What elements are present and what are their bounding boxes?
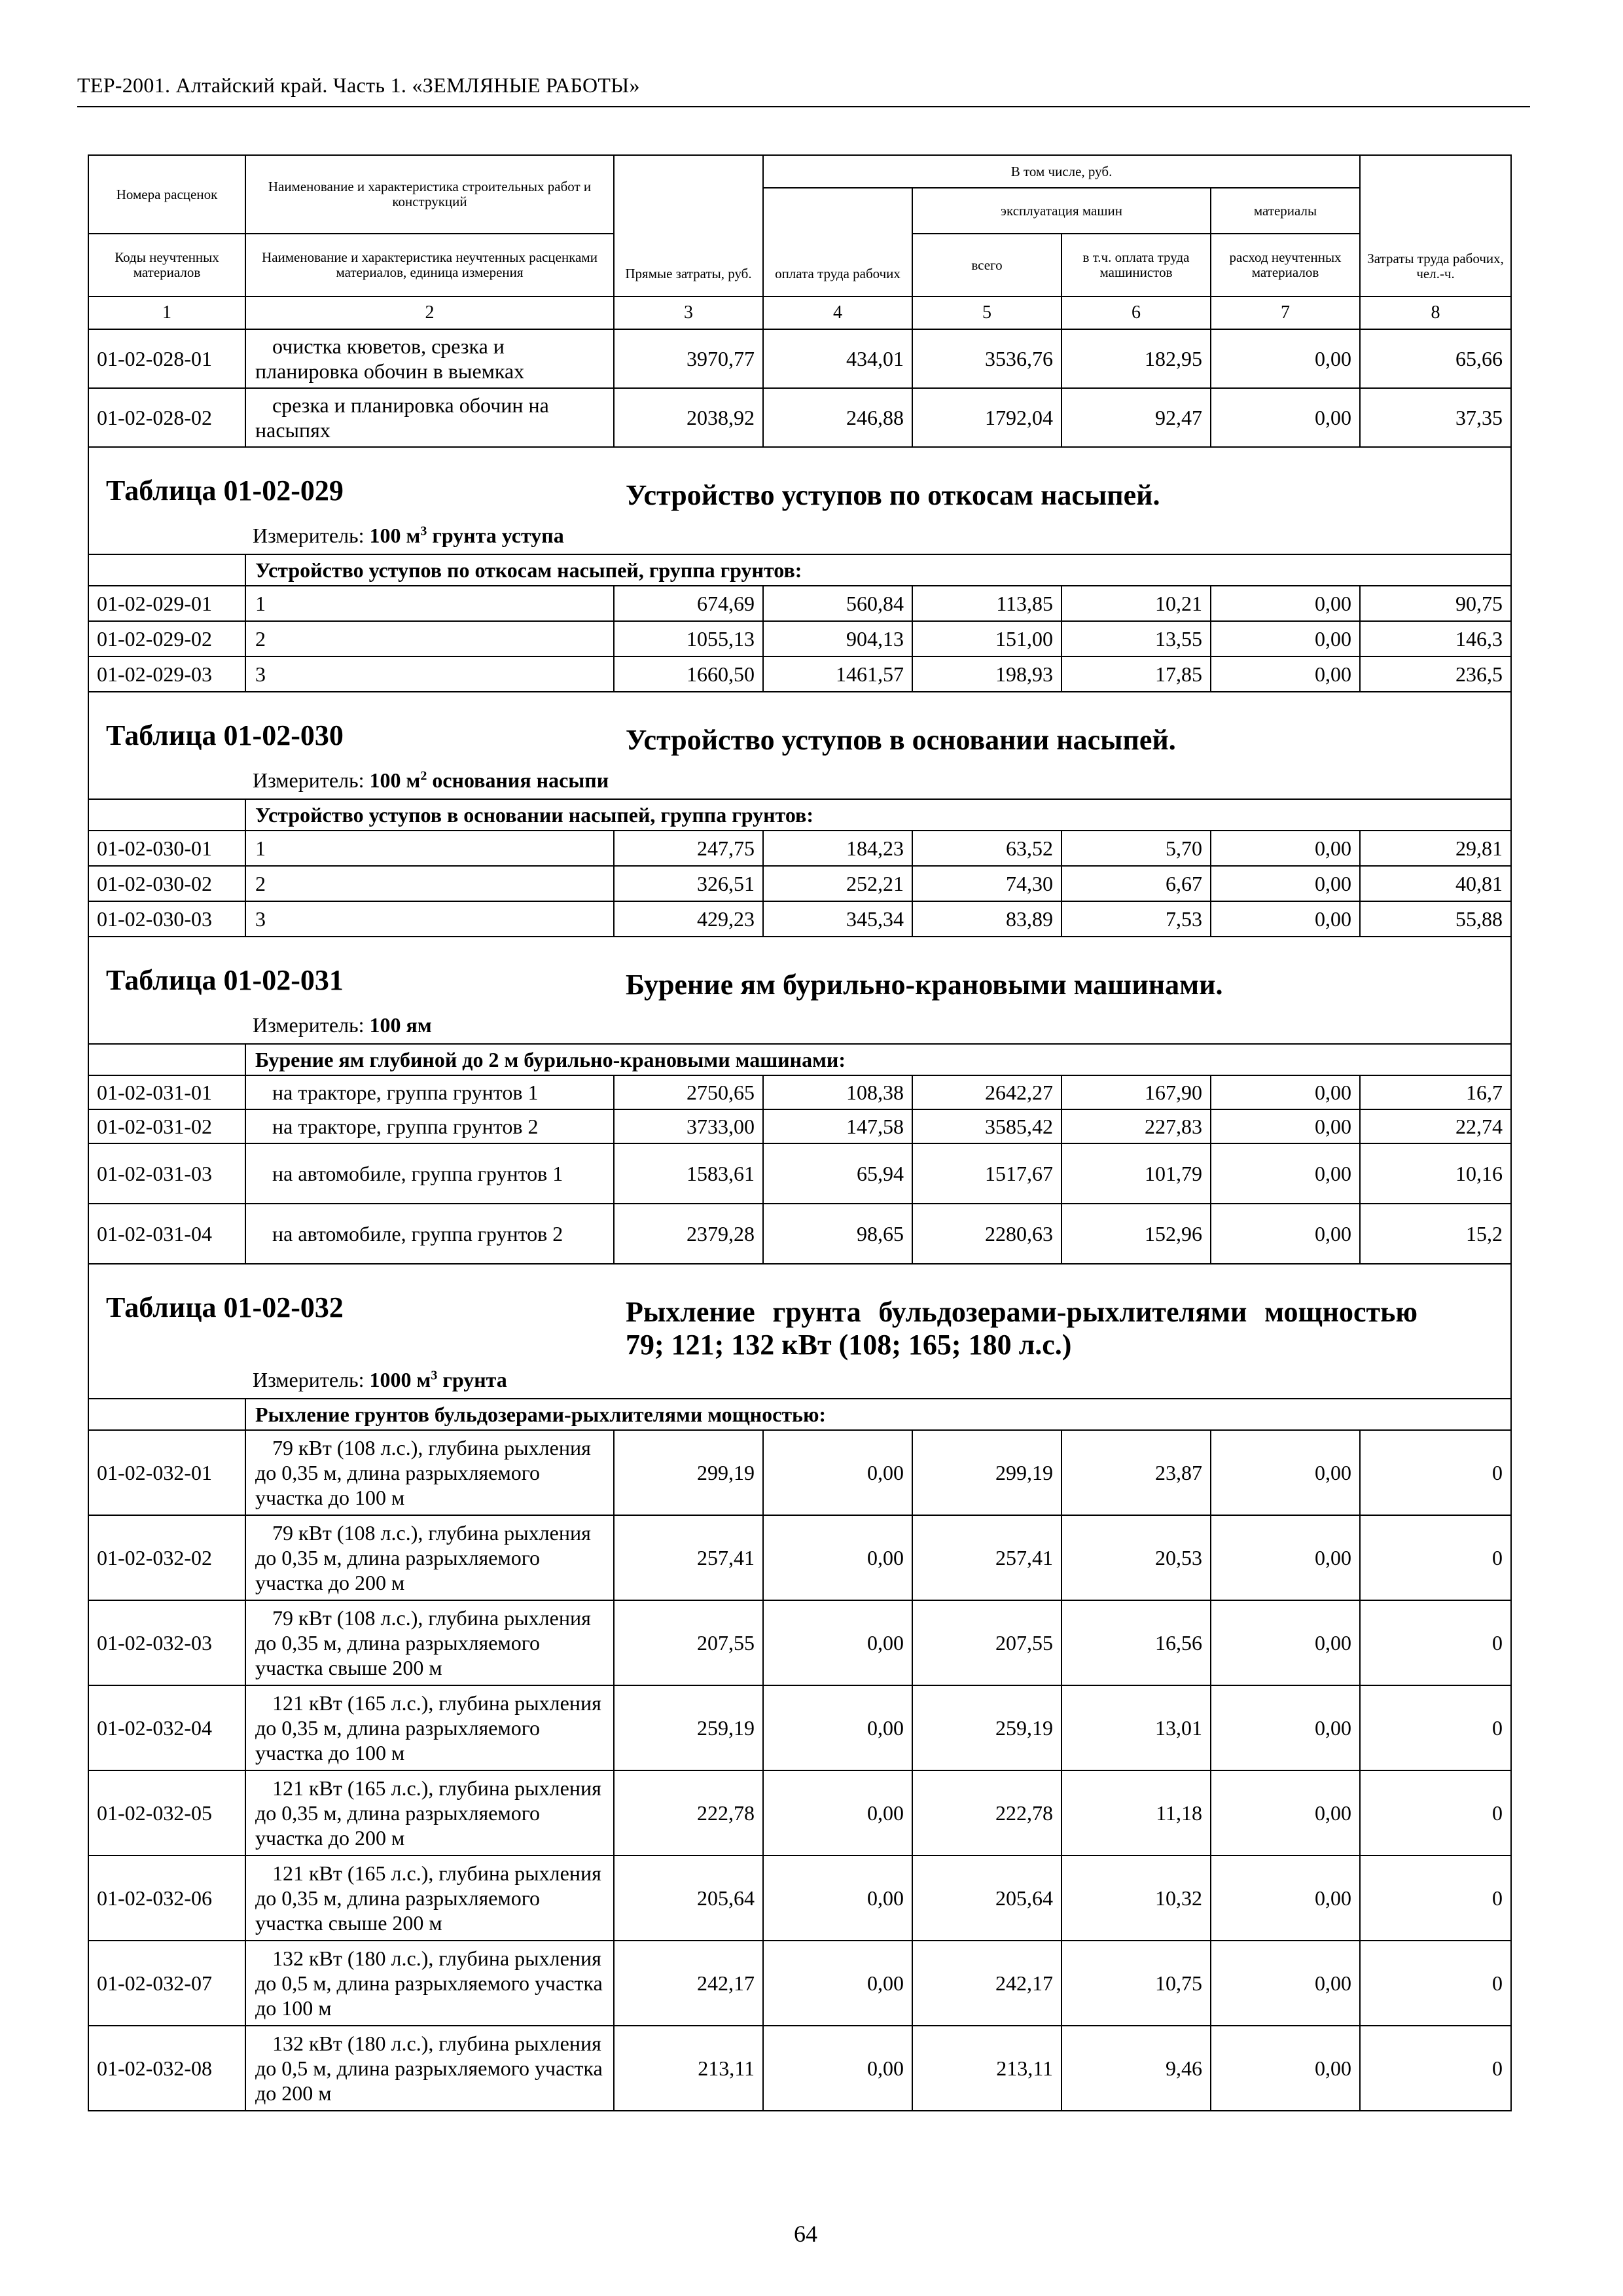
- labor: 0: [1360, 1856, 1511, 1941]
- table-row: [88, 1075, 1511, 1109]
- machines-total: 1792,04: [912, 388, 1061, 447]
- materials: 0,00: [1211, 1075, 1360, 1109]
- machines-wages: 10,32: [1061, 1856, 1211, 1941]
- table-row: [88, 621, 1511, 656]
- machines-total: 2280,63: [912, 1204, 1061, 1264]
- materials: 0,00: [1211, 1600, 1360, 1685]
- labor: 40,81: [1360, 866, 1511, 901]
- section-row: [88, 554, 1511, 586]
- materials: 0,00: [1211, 1941, 1360, 2026]
- wages: 434,01: [763, 329, 912, 388]
- materials: 0,00: [1211, 831, 1360, 866]
- direct-cost: 326,51: [614, 866, 763, 901]
- section-row: [88, 1044, 1511, 1075]
- col-machines-wages: в т.ч. оплата труда машинистов: [1061, 234, 1211, 296]
- wages: 345,34: [763, 901, 912, 937]
- table-number: Таблица 01-02-029: [106, 475, 344, 507]
- rate-name: на тракторе, группа грунтов 1: [245, 1075, 614, 1109]
- materials: 0,00: [1211, 621, 1360, 656]
- machines-total: 205,64: [912, 1856, 1061, 1941]
- measure: Измеритель: 100 $м^2$ основания насыпи: [253, 768, 609, 792]
- rate-name: 79 кВт (108 л.с.), глубина рыхления до 0,35 м, длина разрыхляемого участка свыше 200 м: [245, 1600, 614, 1685]
- col-num: 5: [912, 296, 1061, 329]
- table-029-body: [88, 586, 1511, 692]
- machines-total: 1517,67: [912, 1143, 1061, 1204]
- column-numbers: [88, 296, 1511, 329]
- labor: 15,2: [1360, 1204, 1511, 1264]
- rate-name: 2: [245, 621, 614, 656]
- rate-code: 01-02-032-04: [88, 1685, 245, 1770]
- table-row: [88, 831, 1511, 866]
- rate-code: 01-02-032-03: [88, 1600, 245, 1685]
- table-row: [88, 1770, 1511, 1856]
- machines-wages: 101,79: [1061, 1143, 1211, 1204]
- table-number: Таблица 01-02-030: [106, 719, 344, 751]
- col-labor: Затраты труда рабочих, чел.-ч.: [1360, 155, 1511, 296]
- machines-total: 3585,42: [912, 1109, 1061, 1143]
- col-num: 7: [1211, 296, 1360, 329]
- wages: 0,00: [763, 1856, 912, 1941]
- wages: 252,21: [763, 866, 912, 901]
- header-rule: [77, 106, 1530, 107]
- labor: 0: [1360, 1770, 1511, 1856]
- materials: 0,00: [1211, 656, 1360, 692]
- col-name-bottom: Наименование и характеристика неучтенных расценками материалов, единица измерения: [245, 234, 614, 296]
- machines-wages: 9,46: [1061, 2026, 1211, 2111]
- labor: 90,75: [1360, 586, 1511, 621]
- materials: 0,00: [1211, 1109, 1360, 1143]
- wages: 1461,57: [763, 656, 912, 692]
- materials: 0,00: [1211, 1204, 1360, 1264]
- machines-wages: 10,21: [1061, 586, 1211, 621]
- machines-total: 74,30: [912, 866, 1061, 901]
- rate-code: 01-02-028-02: [88, 388, 245, 447]
- table-row: [88, 1430, 1511, 1515]
- materials: 0,00: [1211, 1685, 1360, 1770]
- machines-total: 242,17: [912, 1941, 1061, 2026]
- table-032-body: [88, 1430, 1511, 2111]
- machines-total: 2642,27: [912, 1075, 1061, 1109]
- col-machines-total: всего: [912, 234, 1061, 296]
- machines-wages: 182,95: [1061, 329, 1211, 388]
- machines-wages: 152,96: [1061, 1204, 1211, 1264]
- table-row: [88, 1941, 1511, 2026]
- table-title: Бурение ям бурильно-крановыми машинами.: [626, 969, 1223, 1001]
- col-materials-sub: расход неучтенных материалов: [1211, 234, 1360, 296]
- rate-name: 79 кВт (108 л.с.), глубина рыхления до 0,35 м, длина разрыхляемого участка до 100 м: [245, 1430, 614, 1515]
- labor: 16,7: [1360, 1075, 1511, 1109]
- table-title: Устройство уступов по откосам насыпей.: [626, 479, 1160, 511]
- direct-cost: 1660,50: [614, 656, 763, 692]
- wages: 65,94: [763, 1143, 912, 1204]
- machines-wages: 167,90: [1061, 1075, 1211, 1109]
- table-row: [88, 1143, 1511, 1204]
- direct-cost: 259,19: [614, 1685, 763, 1770]
- rate-name: на автомобиле, группа грунтов 1: [245, 1143, 614, 1204]
- wages: 0,00: [763, 2026, 912, 2111]
- col-num: 4: [763, 296, 912, 329]
- rate-name: 3: [245, 656, 614, 692]
- rate-code: 01-02-029-02: [88, 621, 245, 656]
- rate-code: 01-02-029-03: [88, 656, 245, 692]
- labor: 0: [1360, 1430, 1511, 1515]
- wages: 0,00: [763, 1515, 912, 1600]
- section-title: Рыхление грунтов бульдозерами-рыхлителями мощностью:: [245, 1399, 1511, 1430]
- machines-total: 222,78: [912, 1770, 1061, 1856]
- col-wages: оплата труда рабочих: [763, 188, 912, 296]
- rate-code: 01-02-028-01: [88, 329, 245, 388]
- labor: 0: [1360, 1685, 1511, 1770]
- rates-table: [88, 154, 1512, 2111]
- table-row: [88, 586, 1511, 621]
- labor: 0: [1360, 1600, 1511, 1685]
- table-row: [88, 2026, 1511, 2111]
- labor: 0: [1360, 1941, 1511, 2026]
- labor: 146,3: [1360, 621, 1511, 656]
- table-row: [88, 1109, 1511, 1143]
- section-row: [88, 799, 1511, 831]
- section-title: Бурение ям глубиной до 2 м бурильно-крановыми машинами:: [245, 1044, 1511, 1075]
- machines-wages: 20,53: [1061, 1515, 1211, 1600]
- machines-wages: 227,83: [1061, 1109, 1211, 1143]
- rate-name: 2: [245, 866, 614, 901]
- col-incl: В том числе, руб.: [763, 155, 1360, 188]
- rate-name: на автомобиле, группа грунтов 2: [245, 1204, 614, 1264]
- rate-name: на тракторе, группа грунтов 2: [245, 1109, 614, 1143]
- table-row: [88, 329, 1511, 388]
- labor: 55,88: [1360, 901, 1511, 937]
- rate-name: срезка и планировка обочин на насыпях: [245, 388, 614, 447]
- rate-code: 01-02-030-01: [88, 831, 245, 866]
- wages: 0,00: [763, 1770, 912, 1856]
- table-row: [88, 656, 1511, 692]
- table-032-caption: [88, 1264, 1511, 1399]
- wages: 0,00: [763, 1941, 912, 2026]
- machines-total: 113,85: [912, 586, 1061, 621]
- rate-name: 1: [245, 586, 614, 621]
- section-title: Устройство уступов в основании насыпей, группа грунтов:: [245, 799, 1511, 831]
- direct-cost: 257,41: [614, 1515, 763, 1600]
- labor: 0: [1360, 1515, 1511, 1600]
- machines-wages: 13,01: [1061, 1685, 1211, 1770]
- col-code-bottom: Коды неучтенных материалов: [88, 234, 245, 296]
- table-row: [88, 1204, 1511, 1264]
- direct-cost: 207,55: [614, 1600, 763, 1685]
- col-num: 3: [614, 296, 763, 329]
- machines-total: 299,19: [912, 1430, 1061, 1515]
- materials: 0,00: [1211, 1856, 1360, 1941]
- table-031-body: [88, 1075, 1511, 1264]
- col-num: 2: [245, 296, 614, 329]
- labor: 37,35: [1360, 388, 1511, 447]
- rate-name: 3: [245, 901, 614, 937]
- wages: 560,84: [763, 586, 912, 621]
- table-number: Таблица 01-02-032: [106, 1291, 344, 1323]
- measure: Измеритель: 1000 $м^3$ грунта: [253, 1368, 507, 1391]
- direct-cost: 222,78: [614, 1770, 763, 1856]
- materials: 0,00: [1211, 901, 1360, 937]
- labor: 0: [1360, 2026, 1511, 2111]
- wages: 904,13: [763, 621, 912, 656]
- rates-table-wrapper: [88, 154, 1510, 2111]
- machines-total: 207,55: [912, 1600, 1061, 1685]
- rate-code: 01-02-032-01: [88, 1430, 245, 1515]
- table-number: Таблица 01-02-031: [106, 964, 344, 996]
- rate-code: 01-02-029-01: [88, 586, 245, 621]
- materials: 0,00: [1211, 2026, 1360, 2111]
- wages: 108,38: [763, 1075, 912, 1109]
- machines-total: 198,93: [912, 656, 1061, 692]
- table-row: [88, 901, 1511, 937]
- direct-cost: 213,11: [614, 2026, 763, 2111]
- machines-total: 63,52: [912, 831, 1061, 866]
- wages: 246,88: [763, 388, 912, 447]
- rate-name: 1: [245, 831, 614, 866]
- rate-code: 01-02-032-02: [88, 1515, 245, 1600]
- labor: 236,5: [1360, 656, 1511, 692]
- direct-cost: 2038,92: [614, 388, 763, 447]
- direct-cost: 3970,77: [614, 329, 763, 388]
- labor: 22,74: [1360, 1109, 1511, 1143]
- direct-cost: 1055,13: [614, 621, 763, 656]
- rate-name: 121 кВт (165 л.с.), глубина рыхления до 0,35 м, длина разрыхляемого участка до 100 м: [245, 1685, 614, 1770]
- machines-total: 151,00: [912, 621, 1061, 656]
- direct-cost: 299,19: [614, 1430, 763, 1515]
- rate-code: 01-02-030-02: [88, 866, 245, 901]
- machines-wages: 16,56: [1061, 1600, 1211, 1685]
- table-caption-row: [88, 692, 1511, 799]
- machines-wages: 92,47: [1061, 388, 1211, 447]
- machines-wages: 6,67: [1061, 866, 1211, 901]
- materials: 0,00: [1211, 388, 1360, 447]
- machines-total: 3536,76: [912, 329, 1061, 388]
- rate-code: 01-02-030-03: [88, 901, 245, 937]
- direct-cost: 429,23: [614, 901, 763, 937]
- direct-cost: 2379,28: [614, 1204, 763, 1264]
- rate-code: 01-02-032-06: [88, 1856, 245, 1941]
- materials: 0,00: [1211, 1430, 1360, 1515]
- table-caption-row: [88, 447, 1511, 554]
- col-num: 6: [1061, 296, 1211, 329]
- machines-wages: 7,53: [1061, 901, 1211, 937]
- rate-code: 01-02-032-07: [88, 1941, 245, 2026]
- table-row: [88, 388, 1511, 447]
- wages: 147,58: [763, 1109, 912, 1143]
- section-title: Устройство уступов по откосам насыпей, группа грунтов:: [245, 554, 1511, 586]
- direct-cost: 674,69: [614, 586, 763, 621]
- measure: Измеритель: 100 $м^3$ грунта уступа: [253, 524, 564, 547]
- materials: 0,00: [1211, 1770, 1360, 1856]
- table-row: [88, 1600, 1511, 1685]
- rate-name: 121 кВт (165 л.с.), глубина рыхления до 0,35 м, длина разрыхляемого участка свыше 200 м: [245, 1856, 614, 1941]
- direct-cost: 247,75: [614, 831, 763, 866]
- machines-total: 213,11: [912, 2026, 1061, 2111]
- materials: 0,00: [1211, 1515, 1360, 1600]
- rate-code: 01-02-031-04: [88, 1204, 245, 1264]
- col-code-top: Номера расценок: [88, 155, 245, 234]
- table-row: [88, 1685, 1511, 1770]
- rate-name: 79 кВт (108 л.с.), глубина рыхления до 0,35 м, длина разрыхляемого участка до 200 м: [245, 1515, 614, 1600]
- col-num: 8: [1360, 296, 1511, 329]
- col-direct: Прямые затраты, руб.: [614, 155, 763, 296]
- machines-wages: 13,55: [1061, 621, 1211, 656]
- materials: 0,00: [1211, 329, 1360, 388]
- machines-wages: 23,87: [1061, 1430, 1211, 1515]
- rate-code: 01-02-032-08: [88, 2026, 245, 2111]
- col-num: 1: [88, 296, 245, 329]
- rate-code: 01-02-031-03: [88, 1143, 245, 1204]
- table-title: Устройство уступов в основании насыпей.: [626, 724, 1176, 756]
- materials: 0,00: [1211, 866, 1360, 901]
- materials: 0,00: [1211, 586, 1360, 621]
- machines-wages: 5,70: [1061, 831, 1211, 866]
- machines-wages: 17,85: [1061, 656, 1211, 692]
- col-machines: эксплуатация машин: [912, 188, 1211, 234]
- direct-cost: 2750,65: [614, 1075, 763, 1109]
- measure: Измеритель: 100 ям: [253, 1013, 432, 1037]
- section-row: [88, 1399, 1511, 1430]
- table-caption-row: [88, 1264, 1511, 1399]
- rate-name: 121 кВт (165 л.с.), глубина рыхления до 0,35 м, длина разрыхляемого участка до 200 м: [245, 1770, 614, 1856]
- rate-code: 01-02-031-02: [88, 1109, 245, 1143]
- direct-cost: 242,17: [614, 1941, 763, 2026]
- table-row: [88, 866, 1511, 901]
- wages: 184,23: [763, 831, 912, 866]
- running-header: ТЕР-2001. Алтайский край. Часть 1. «ЗЕМЛЯНЫЕ РАБОТЫ»: [77, 73, 640, 97]
- wages: 0,00: [763, 1430, 912, 1515]
- wages: 0,00: [763, 1685, 912, 1770]
- rate-name: 132 кВт (180 л.с.), глубина рыхления до 0,5 м, длина разрыхляемого участка до 200 м: [245, 2026, 614, 2111]
- rate-code: 01-02-032-05: [88, 1770, 245, 1856]
- wages: 0,00: [763, 1600, 912, 1685]
- machines-total: 83,89: [912, 901, 1061, 937]
- rate-code: 01-02-031-01: [88, 1075, 245, 1109]
- table-row: [88, 1856, 1511, 1941]
- table-031-caption: [88, 937, 1511, 1044]
- labor: 29,81: [1360, 831, 1511, 866]
- col-materials: материалы: [1211, 188, 1360, 234]
- materials: 0,00: [1211, 1143, 1360, 1204]
- labor: 65,66: [1360, 329, 1511, 388]
- machines-total: 259,19: [912, 1685, 1061, 1770]
- direct-cost: 205,64: [614, 1856, 763, 1941]
- rate-name: 132 кВт (180 л.с.), глубина рыхления до 0,5 м, длина разрыхляемого участка до 100 м: [245, 1941, 614, 2026]
- wages: 98,65: [763, 1204, 912, 1264]
- table-030-caption: [88, 692, 1511, 799]
- machines-total: 257,41: [912, 1515, 1061, 1600]
- col-name-top: Наименование и характеристика строительных работ и конструкций: [245, 155, 614, 234]
- page-number: 64: [794, 2221, 817, 2247]
- table-029-caption: [88, 447, 1511, 554]
- direct-cost: 1583,61: [614, 1143, 763, 1204]
- labor: 10,16: [1360, 1143, 1511, 1204]
- table-row: [88, 1515, 1511, 1600]
- direct-cost: 3733,00: [614, 1109, 763, 1143]
- machines-wages: 11,18: [1061, 1770, 1211, 1856]
- table-030-body: [88, 831, 1511, 937]
- rate-name: очистка кюветов, срезка и планировка обочин в выемках: [245, 329, 614, 388]
- table-caption-row: [88, 937, 1511, 1044]
- table-title: Рыхление грунта бульдозерами-рыхлителями мощностью 79; 121; 132 кВт (108; 165; 180 л.с.): [626, 1296, 1418, 1361]
- machines-wages: 10,75: [1061, 1941, 1211, 2026]
